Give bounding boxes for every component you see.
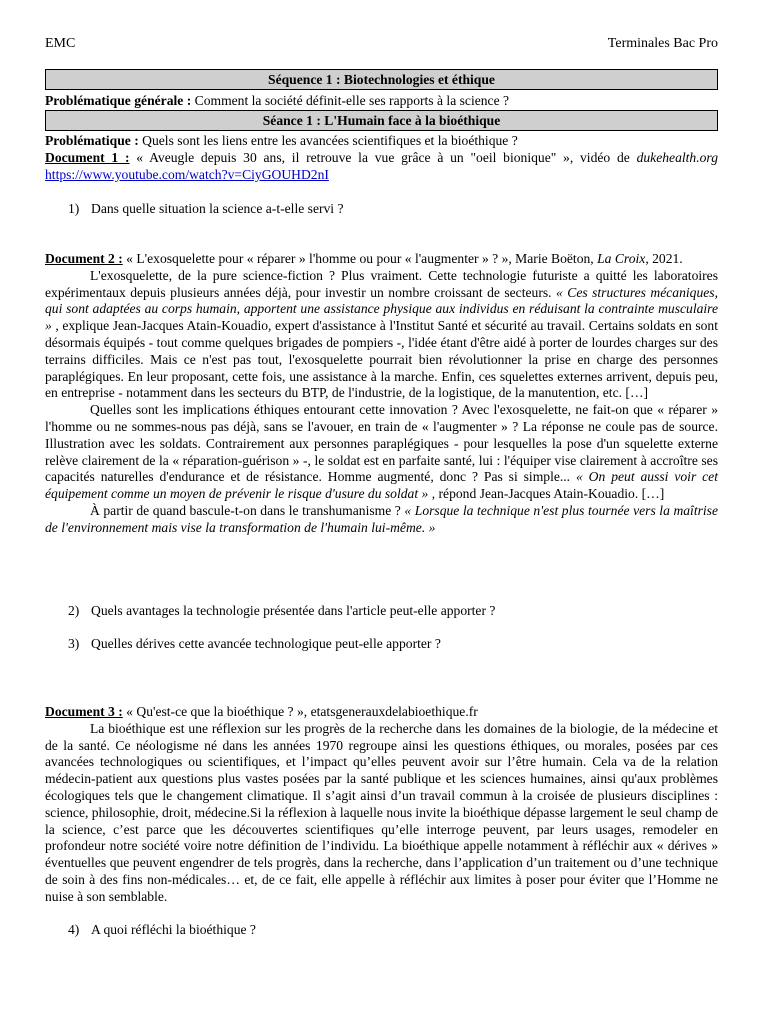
question-1 [68,201,708,218]
question-4-number: 4) [68,922,80,937]
question-1-number: 1) [68,201,80,216]
header-class: Terminales Bac Pro [607,36,718,51]
document-2-year: , 2021. [645,251,683,266]
document-2-label: Document 2 : [45,251,123,266]
document-1 [45,150,718,184]
problematique-generale-text: Comment la société définit-elle ses rapports à la science ? [191,93,510,108]
document-2-header [45,251,718,268]
sequence-title: Séquence 1 : Biotechnologies et éthique [45,69,718,90]
document-3-body: La bioéthique est une réflexion sur les progrès de la recherche dans les domaines de la biologie, de la médecine et de la santé. Ce néologisme né dans les années 1970 regroupe ainsi les questions éthiques, ou morales, posées par ces avancées technologiques ou scientifiques, et l’impact qu’elles peuvent avoir sur l’être humain. Cela va de la relation médecin-patient aux questions plus vastes posées par la santé publique et les sciences humaines, ainsi qu'aux problèmes écologiques tels que le changement climatique. Il s’agit ainsi d’un travail commun à la croisée de plusieurs disciplines : science, philosophie, droit, médecine.Si la réflexion à laquelle nous invite la bioéthique dépasse largement le seul champ de la science, c’est parce que les découvertes scientifiques qu’elle interroge peuvent, par leurs usages, remodeler en profondeur notre société voire notre définition de l’individu. La bioéthique appelle notamment à réfléchir aux « dérives » éventuelles que peuvent engendrer de tels progrès, dans la recherche, dans l’application d’un traitement ou d’une technique de soin à des fins non-médicales… et, de ce fait, elle appelle à réfléchir aux limites à poser pour éviter que l’Homme ne nuise à son semblable. [45,720,718,904]
header-subject: EMC [45,36,76,51]
problematique-label: Problématique : [45,133,139,148]
question-2 [68,603,708,620]
problematique-text: Quels sont les liens entre les avancées scientifiques et la bioéthique ? [138,133,518,148]
question-4 [68,922,708,939]
question-2-text: Quels avantages la technologie présentée dans l'article peut-elle apporter ? [91,603,496,618]
document-2-p1-quote: « Ces structures mécaniques, qui sont adaptées au corps humain, apportent une assistance physique aux individus en réduisant la contrainte musculaire » [45,284,718,334]
document-2-paragraph-3 [45,503,718,537]
document-3-header [45,704,718,721]
document-1-label: Document 1 : [45,150,130,165]
document-2-paragraph-1 [45,268,718,402]
seance-title: Séance 1 : L'Humain face à la bioéthique [45,110,718,131]
question-1-text: Dans quelle situation la science a-t-elle servi ? [91,201,344,216]
document-2-journal: La Croix [597,251,646,266]
document-2-intro: « L'exosquelette pour « réparer » l'homme ou pour « l'augmenter » ? », Marie Boëton, [122,251,598,266]
document-1-text: « Aveugle depuis 30 ans, il retrouve la vue grâce à un "oeil bionique" », vidéo de [129,150,637,165]
document-2-p1a: L'exosquelette, de la pure science-fiction ? Plus vraiment. Cette technologie futuriste a quitté les laboratoires expérimentaux depuis plusieurs années déjà, pour investir un nombre croissant de secteurs. [45,267,718,300]
document-2-p2-quote: « On peut aussi voir cet équipement comme un moyen de prévenir le risque d'usure du soldat » [45,469,718,502]
question-3 [68,636,708,653]
document-2-paragraph-2 [45,402,718,503]
document-3 [45,704,718,906]
document-1-link[interactable]: https://www.youtube.com/watch?v=CiyGOUHD2nI [45,166,329,182]
document-2-p2b: , répond Jean-Jacques Atain-Kouadio. […] [428,486,665,502]
document-3-intro: « Qu'est-ce que la bioéthique ? », etatsgenerauxdelabioethique.fr [122,704,478,719]
document-2-p1b: , explique Jean-Jacques Atain-Kouadio, expert d'assistance à l'Institut Santé et sécurité au travail. Certains soldats en sont désormais équipés - tout comme quelques brigades de pompiers -, l'idée étant d'être aidé à porter de lourdes charges sur des terrains difficiles. Mais ce n'est pas tout, l'exosquelette pourrait bien révolutionner la prise en charge des personnes paraplégiques. En leur proposant, cette fois, une assistance à la marche. Enfin, ces squelettes externes arrivent, depuis peu, en entreprise - notamment dans les secteurs du BTP, de l'industrie, de la logistique, de la manutention, etc. […] [45,318,718,401]
document-3-label: Document 3 : [45,704,123,719]
question-3-number: 3) [68,636,80,651]
question-4-text: A quoi réfléchi la bioéthique ? [91,922,256,937]
problematique [45,133,718,150]
document-2-p2a: Quelles sont les implications éthiques entourant cette innovation ? Avec l'exosquelette, ne fait-on que « réparer » l'homme ou ne sommes-nous pas déjà, sans se l'avouer, en train de « l'augmenter » ? La réponse ne coule pas de source. Illustration avec les soldats. Contrairement aux personnes paraplégiques - pour lesquelles la pose d'un squelette externe relève clairement de la « réparation-guérison » -, le soldat est en parfaite santé, lui : l'équiper vise clairement à accroître ses capacités naturelles d'endurance et de résistance. Homme augmenté, donc ? Pas si simple... [45,402,718,485]
question-3-text: Quelles dérives cette avancée technologique peut-elle apporter ? [91,636,441,651]
problematique-generale [45,93,718,110]
problematique-generale-label: Problématique générale : [45,93,192,108]
document-1-source: dukehealth.org [636,150,718,165]
question-2-number: 2) [68,603,80,618]
document-2 [45,251,718,537]
document-2-p3a: À partir de quand bascule-t-on dans le transhumanisme ? [90,502,405,518]
document-2-p3-quote: « Lorsque la technique n'est plus tournée vers la maîtrise de l'environnement mais vise la transformation de l'humain lui-même. » [45,502,718,535]
